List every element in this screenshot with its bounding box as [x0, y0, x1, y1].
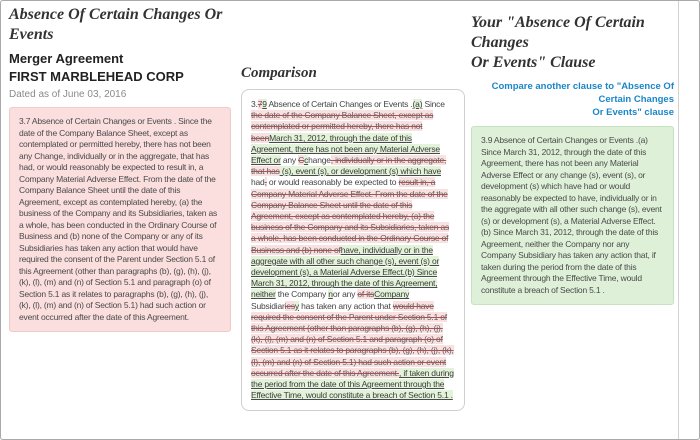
diff-segment-ins: March 31, 2012, through the date of this Agreement, there has not been any Material Adverse Effect or	[251, 132, 440, 166]
diff-segment-del: of its	[357, 289, 375, 300]
diff-segment-del: 7	[257, 99, 263, 109]
diff-segment-same: had	[251, 177, 265, 188]
diff-segment-del: the date of the Company Balance Sheet, except as contemplated or permitted hereby, there has not been	[251, 110, 434, 143]
dated-label: Dated as of June 03, 2016	[9, 89, 127, 100]
diff-segment-same: Absence of Certain Changes or Events .	[266, 99, 413, 109]
compare-another-clause-link-line1[interactable]: Compare another clause to "Absence Of Certain Changes	[491, 81, 674, 105]
diff-segment-ins: Company	[374, 289, 410, 300]
comparison-panel	[241, 65, 465, 411]
diff-segment-same: the Company	[275, 289, 329, 300]
clause-category-title-line1: Absence Of Certain Changes Or	[9, 6, 223, 23]
diff-segment-ins: have, individually or in the aggregate with all other such change (s), event (s) or development (s), a Material Adverse Effect.(b) Since March 31, 2012, through the date of this Agreement, neither	[251, 244, 440, 300]
diff-segment-same: 3.	[251, 99, 258, 109]
your-clause-box: 3.9 Absence of Certain Changes or Events .(a) Since March 31, 2012, through the date of this Agreement, there has not been any Material Adverse Effect or any change (s), event (s), or development (s) which have had or would reasonably be expected to have, individually or in the aggregate with all other such change (s), event (s) or development (s), a Material Adverse Effect.(b) Since March 31, 2012, through the date of this Agreement, neither the Company nor any Company Subsidiary has taken any action that, if taken during the period from the date of this Agreement through the Effective Time, would constitute a breach of Section 5.1 .	[471, 126, 674, 305]
diff-segment-same: Subsidiar	[251, 300, 285, 311]
diff-segment-del: ies	[284, 300, 295, 311]
diff-segment-same: any	[280, 155, 299, 166]
document-type-label: Merger Agreement	[9, 51, 124, 66]
diff-segment-del: result in, a Company Material Adverse Effect. From the date of the Company Balance Sheet until the date of this Agreement, except as contemplated hereby, (a) the business of the Company and its Subsidiaries, taken as a whole, has been conducted in the Ordinary Course of Business and (b) none of	[251, 177, 450, 255]
compare-another-clause-link-line2[interactable]: Or Events" clause	[592, 107, 674, 118]
diff-segment-del: would have required the consent of the Parent under Section 5.1 of this Agreement (other than paragraphs (b), (g), (h), (j), (k), (l), (m) and (n) of Section 5.1 and paragraph (o) of Section 5.1 as it relates to paragraphs (b), (g), (h), (j), (k), (l), (m) and (n) of Section 5.1) had such action or event occurred after the date of this Agreement.	[251, 300, 454, 378]
diff-segment-ins: (s), event (s), or development (s) which have	[279, 166, 441, 177]
source-clause-panel	[9, 5, 231, 332]
your-clause-title-line2: Or Events" Clause	[471, 54, 596, 71]
diff-segment-same: has taken any action that	[298, 300, 393, 311]
diff-segment-ins: (a)	[412, 99, 423, 109]
company-name-label: FIRST MARBLEHEAD CORP	[9, 69, 184, 84]
diff-segment-same: or would reasonably be expected to	[266, 177, 399, 188]
diff-segment-del: , individually or in the aggregate, that has	[251, 155, 447, 177]
diff-segment-del: C	[298, 155, 305, 166]
your-clause-title-line1: Your "Absence Of Certain Changes	[471, 14, 645, 51]
clause-category-title	[9, 5, 231, 45]
source-clause-box: 3.7 Absence of Certain Changes or Events . Since the date of the Company Balance Sheet, except as contemplated or permitted hereby, there has not been any Change, individually or in the aggregate, that has had, or would reasonably be expected to result in, a Company Material Adverse Effect. From the date of the Company Balance Sheet until the date of this Agreement, except as contemplated hereby, (a) the business of the Company and its Subsidiaries, taken as a whole, has been conducted in the Ordinary Course of Business and (b) none of the Company or any of its Subsidiaries has taken any action that would have required the consent of the Parent under Section 5.1 of this Agreement (other than paragraphs (b), (g), (h), (j), (k), (l), (m) and (n) of Section 5.1 and paragraph (o) of Section 5.1 as it relates to paragraphs (b), (g), (h), (j), (k), (l), (m) and (n) of Section 5.1) had such action or event occurred after the date of this Agreement.	[9, 107, 231, 332]
diff-segment-ins: c	[304, 155, 309, 166]
diff-segment-del: ,	[264, 177, 267, 188]
diff-segment-same: hange	[308, 155, 331, 166]
diff-segment-same: Since	[422, 99, 445, 109]
diff-segment-ins: n	[328, 289, 333, 300]
column-divider	[678, 1, 679, 440]
diff-segment-same: or any	[332, 289, 358, 300]
diff-segment-ins: 9	[262, 99, 267, 109]
compare-another-clause-link[interactable]	[471, 80, 674, 119]
diff-segment-ins: , if taken during the period from the date of this Agreement through the Effective Time, would constitute a breach of Section 5.1 .	[251, 367, 454, 401]
your-clause-panel	[471, 13, 674, 305]
comparison-title: Comparison	[241, 65, 317, 81]
diff-segment-ins: y	[294, 300, 299, 311]
clause-category-title-line2: Events	[9, 26, 54, 43]
your-clause-title	[471, 13, 674, 73]
comparison-diff	[241, 89, 465, 411]
